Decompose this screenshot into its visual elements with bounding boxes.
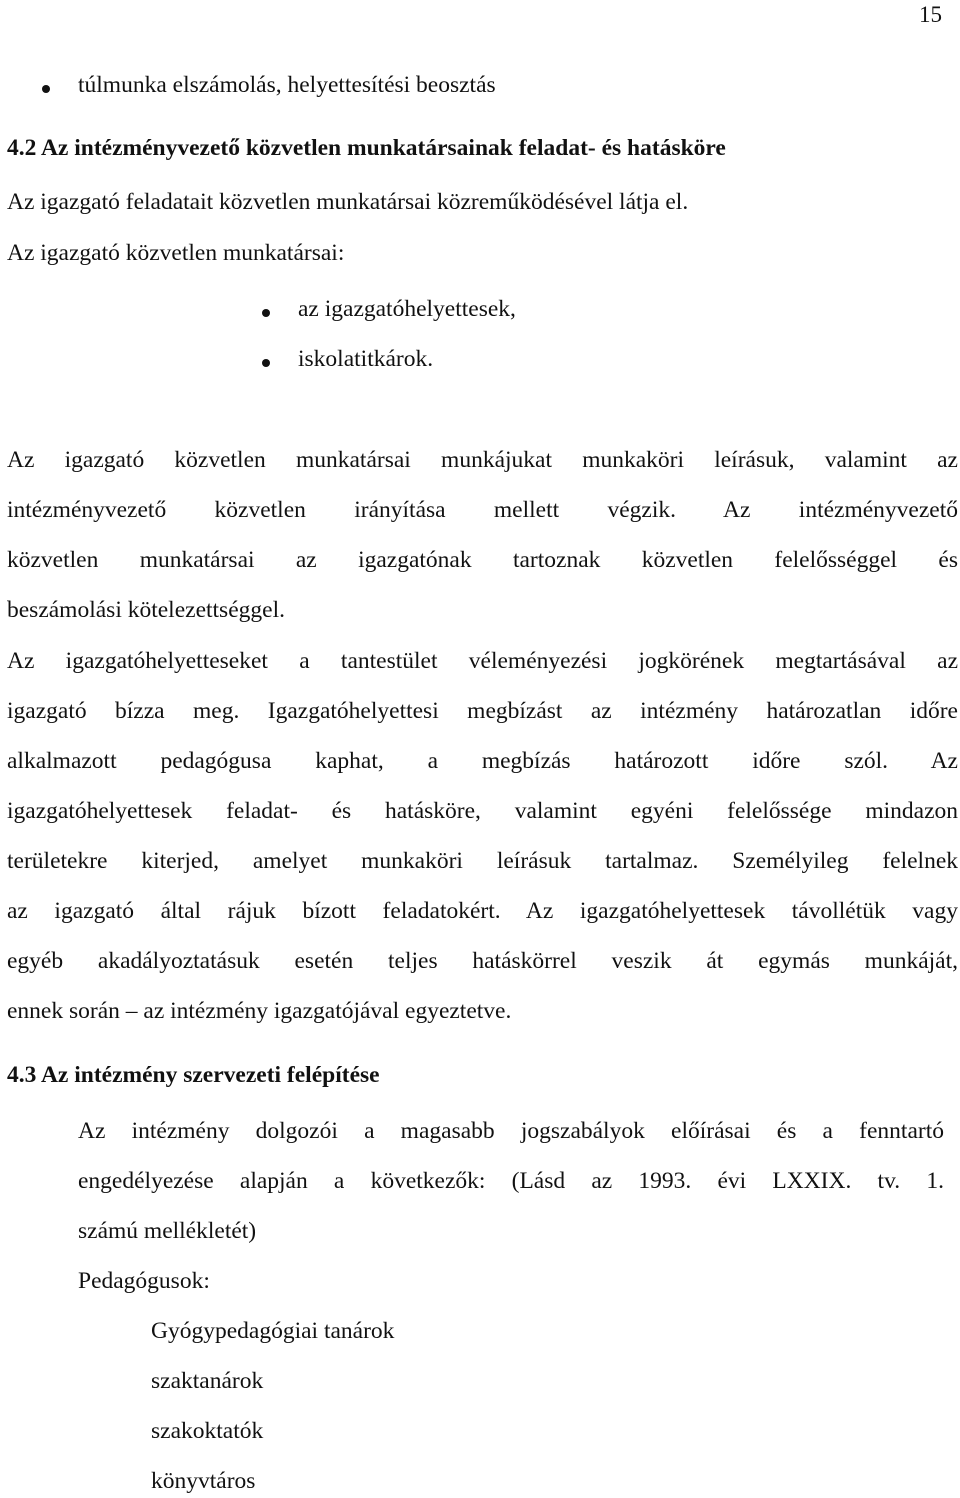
paragraph-line: az igazgató által rájuk bízott feladatokért. Az igazgatóhelyettesek távollétük vagy [7, 898, 958, 924]
paragraph-line: Az igazgató közvetlen munkatársai munkájukat munkaköri leírásuk, valamint az [7, 447, 958, 473]
bullet-icon [42, 85, 50, 93]
paragraph-line: számú mellékletét) [78, 1218, 257, 1244]
page-number: 15 [919, 2, 942, 27]
paragraph-line: közvetlen munkatársai az igazgatónak tartoznak közvetlen felelősséggel és [7, 547, 958, 573]
group-item: szaktanárok [151, 1368, 264, 1394]
paragraph-line: igazgató bízza meg. Igazgatóhelyettesi megbízást az intézmény határozatlan időre [7, 698, 958, 724]
paragraph-line: területekre kiterjed, amelyet munkaköri leírásuk tartalmaz. Személyileg felelnek [7, 848, 958, 874]
bullet-item-text: az igazgatóhelyettesek, [298, 296, 516, 322]
group-item: könyvtáros [151, 1468, 256, 1494]
paragraph-deputies [7, 636, 958, 1036]
paragraph-line: engedélyezése alapján a következők: (Lásd az 1993. évi LXXIX. tv. 1. [78, 1168, 944, 1194]
paragraph-line: egyéb akadályoztatásuk esetén teljes hatáskörrel veszik át egymás munkáját, [7, 948, 958, 974]
bullet-icon [262, 359, 270, 367]
group-item: Gyógypedagógiai tanárok [151, 1318, 395, 1344]
group-item: szakoktatók [151, 1418, 264, 1444]
paragraph-line: intézményvezető közvetlen irányítása mellett végzik. Az intézményvezető [7, 497, 958, 523]
section-4-2-line2: Az igazgató közvetlen munkatársai: [7, 240, 345, 266]
section-4-3-heading: 4.3 Az intézmény szervezeti felépítése [7, 1062, 380, 1088]
group-label-teachers: Pedagógusok: [78, 1268, 210, 1294]
paragraph-line: Az intézmény dolgozói a magasabb jogszabályok előírásai és a fenntartó [78, 1118, 944, 1144]
paragraph-line: Az igazgatóhelyetteseket a tantestület véleményezési jogkörének megtartásával az [7, 648, 958, 674]
bullet-icon [262, 309, 270, 317]
section-4-2-line1: Az igazgató feladatait közvetlen munkatársai közreműködésével látja el. [7, 189, 689, 215]
paragraph-line: alkalmazott pedagógusa kaphat, a megbízás határozott időre szól. Az [7, 748, 958, 774]
paragraph-line: ennek során – az intézmény igazgatójával egyeztetve. [7, 998, 512, 1024]
paragraph-line: beszámolási kötelezettséggel. [7, 597, 285, 623]
section-4-3-intro [78, 1106, 944, 1256]
section-4-2-heading: 4.2 Az intézményvezető közvetlen munkatársainak feladat- és hatásköre [7, 135, 726, 161]
bullet-item-text: iskolatitkárok. [298, 346, 434, 372]
paragraph-direct-staff [7, 435, 958, 635]
paragraph-line: igazgatóhelyettesek feladat- és hatásköre, valamint egyéni felelőssége mindazon [7, 798, 958, 824]
top-bullet-text: túlmunka elszámolás, helyettesítési beosztás [78, 72, 496, 98]
